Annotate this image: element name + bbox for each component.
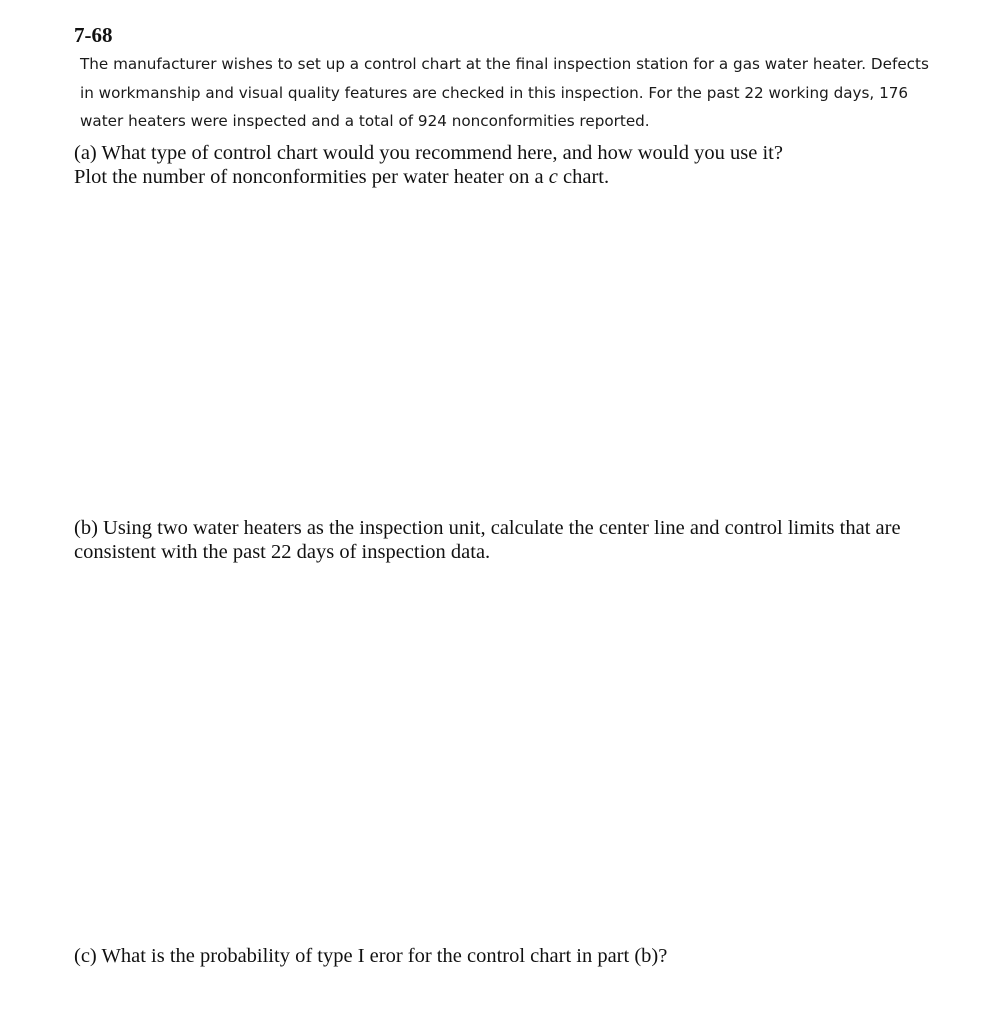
problem-statement-line-2: in workmanship and visual quality features are checked in this inspection. For the past 22 working days, 176 [80, 83, 909, 102]
answer-space-a [74, 200, 954, 500]
problem-statement [80, 50, 1000, 136]
question-a-line-2-end: chart. [557, 166, 610, 188]
question-a-line-2-start: Plot the number of nonconformities per water heater on a [74, 166, 549, 188]
problem-number: 7-68 [74, 23, 113, 47]
problem-statement-line-1: The manufacturer wishes to set up a control chart at the final inspection station for a gas water heater. Defects [80, 55, 929, 73]
question-b-line-1: (b) Using two water heaters as the inspection unit, calculate the center line and control limits that are [74, 517, 901, 539]
problem-statement-line-3: water heaters were inspected and a total of 924 nonconformities reported. [80, 112, 650, 130]
question-c-line-1: (c) What is the probability of type I eror for the control chart in part (b)? [74, 945, 668, 967]
question-b [74, 516, 974, 564]
question-c [74, 944, 974, 968]
question-b-line-2: consistent with the past 22 days of inspection data. [74, 541, 491, 563]
question-a-line-2 [74, 165, 974, 189]
answer-space-b [74, 572, 954, 932]
question-a-chart-symbol: c [548, 166, 558, 188]
question-a-line-1: (a) What type of control chart would you recommend here, and how would you use it? [74, 142, 783, 164]
question-a [74, 141, 974, 189]
